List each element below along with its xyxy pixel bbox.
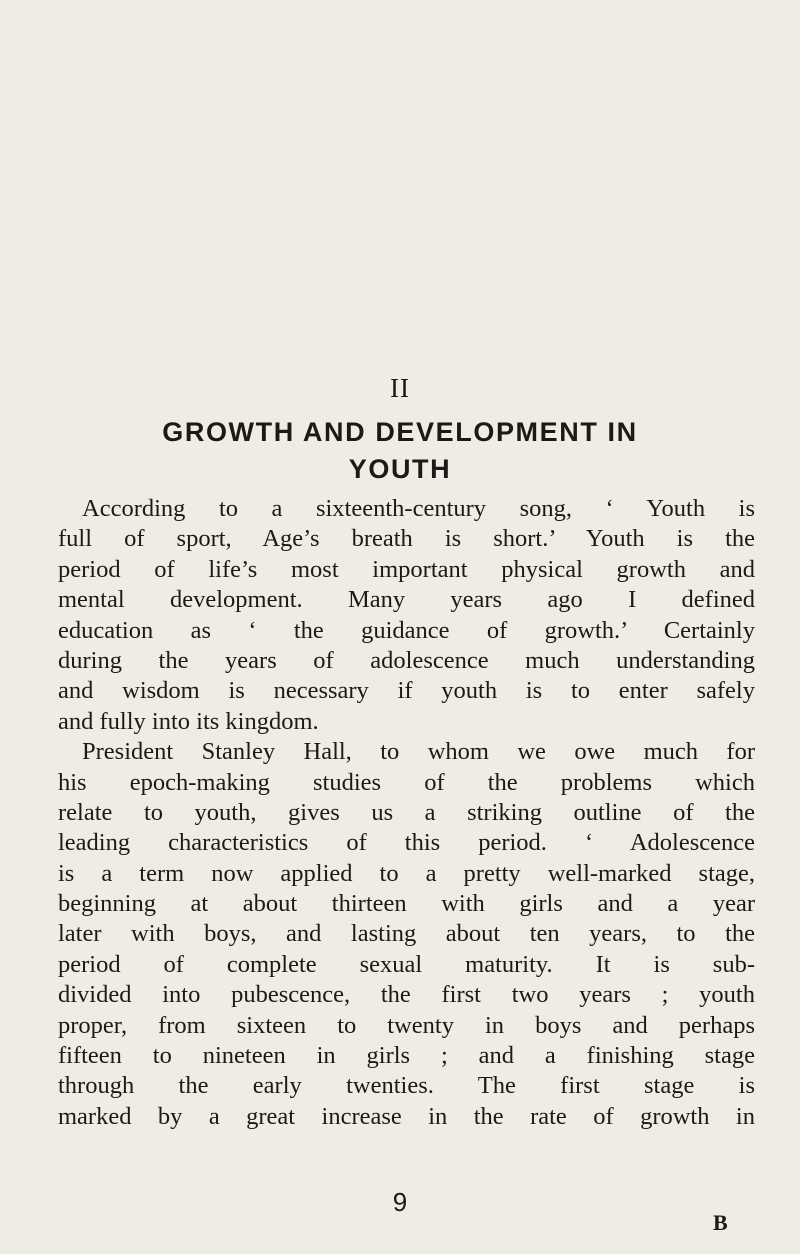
body-line: period of life’s most important physical growth and [58, 555, 755, 583]
body-line: divided into pubescence, the first two years ; youth [58, 981, 755, 1009]
body-line: marked by a great increase in the rate of growth in [58, 1102, 755, 1130]
body-line: and wisdom is necessary if youth is to enter safely [58, 677, 755, 705]
body-line: during the years of adolescence much understanding [58, 646, 755, 674]
page-number: 9 [392, 1187, 408, 1217]
body-line: period of complete sexual maturity. It is sub- [58, 950, 755, 978]
signature-mark: B [713, 1210, 728, 1235]
body-line: and fully into its kingdom. [58, 707, 319, 735]
body-line: later with boys, and lasting about ten years, to the [58, 920, 755, 948]
body-text [58, 494, 755, 1132]
chapter-title [60, 414, 740, 488]
body-line: education as ‘ the guidance of growth.’ Certainly [58, 616, 755, 644]
body-line: leading characteristics of this period. ‘ Adolescence [58, 829, 755, 857]
chapter-title-line-1: GROWTH AND DEVELOPMENT IN [162, 417, 638, 447]
body-line: relate to youth, gives us a striking outline of the [58, 798, 755, 826]
body-line: is a term now applied to a pretty well-marked stage, [58, 859, 755, 887]
body-line: mental development. Many years ago I defined [58, 586, 755, 614]
body-line: fifteen to nineteen in girls ; and a finishing stage [58, 1042, 755, 1070]
body-line: According to a sixteenth-century song, ‘ Youth is [82, 495, 755, 522]
body-line: President Stanley Hall, to whom we owe much for [82, 738, 755, 766]
body-line: full of sport, Age’s breath is short.’ Youth is the [58, 525, 755, 553]
body-line: through the early twenties. The first stage is [58, 1072, 755, 1100]
body-line: proper, from sixteen to twenty in boys and perhaps [58, 1011, 755, 1039]
chapter-number: II [390, 373, 410, 403]
chapter-title-line-2: YOUTH [348, 454, 452, 484]
body-line: beginning at about thirteen with girls and a year [58, 890, 755, 918]
body-line: his epoch-making studies of the problems which [58, 768, 755, 796]
